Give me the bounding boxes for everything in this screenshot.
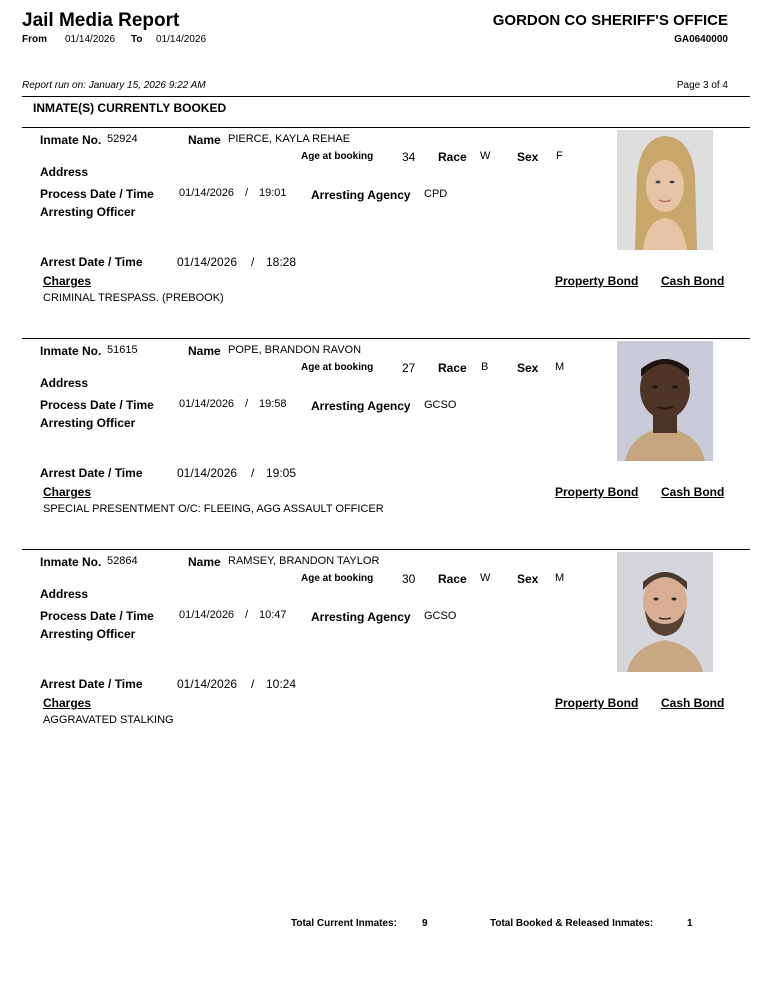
inmate-no-label: Inmate No. xyxy=(40,555,102,569)
arrest-time: 18:28 xyxy=(266,255,297,269)
record-divider xyxy=(22,338,750,339)
age-value: 27 xyxy=(402,361,416,375)
process-sep: / xyxy=(245,609,249,621)
age-label: Age at booking xyxy=(301,573,374,584)
process-time: 10:47 xyxy=(259,609,287,621)
process-sep: / xyxy=(245,398,249,410)
from-label: From xyxy=(22,34,47,45)
process-sep: / xyxy=(245,187,249,199)
property-bond-label: Property Bond xyxy=(555,696,639,710)
charges-value: CRIMINAL TRESPASS. (PREBOOK) xyxy=(43,292,224,304)
section-title: INMATE(S) CURRENTLY BOOKED xyxy=(33,101,227,115)
total-released-label: Total Booked & Released Inmates: xyxy=(490,918,654,929)
address-label: Address xyxy=(40,587,89,601)
header-divider xyxy=(22,96,750,97)
agency-label: Arresting Agency xyxy=(311,188,411,202)
inmate-no-value: 51615 xyxy=(107,344,138,356)
age-value: 30 xyxy=(402,572,416,586)
inmate-record xyxy=(0,341,773,546)
process-label: Process Date / Time xyxy=(40,398,154,412)
agency-value: GCSO xyxy=(424,610,457,622)
charges-label: Charges xyxy=(43,274,92,288)
charges-label: Charges xyxy=(43,696,92,710)
inmate-no-value: 52924 xyxy=(107,133,138,145)
sex-value: M xyxy=(555,361,565,373)
cash-bond-label: Cash Bond xyxy=(661,485,725,499)
agency-value: CPD xyxy=(424,188,448,200)
total-released-value: 1 xyxy=(687,918,693,929)
inmate-no-value: 52864 xyxy=(107,555,138,567)
process-time: 19:58 xyxy=(259,398,287,410)
officer-label: Arresting Officer xyxy=(40,416,136,430)
age-label: Age at booking xyxy=(301,151,374,162)
process-date: 01/14/2026 xyxy=(179,398,235,410)
charges-value: SPECIAL PRESENTMENT O/C: FLEEING, AGG ASSAULT OFFICER xyxy=(43,503,384,515)
race-label: Race xyxy=(438,572,467,586)
agency-value: GCSO xyxy=(424,399,457,411)
sex-label: Sex xyxy=(517,361,539,375)
arrest-label: Arrest Date / Time xyxy=(40,255,143,269)
cash-bond-label: Cash Bond xyxy=(661,274,725,288)
age-label: Age at booking xyxy=(301,362,374,373)
agency-ori: GA0640000 xyxy=(674,34,728,45)
race-value: W xyxy=(480,150,491,162)
race-value: W xyxy=(480,572,491,584)
inmate-no-label: Inmate No. xyxy=(40,133,102,147)
sex-label: Sex xyxy=(517,150,539,164)
process-label: Process Date / Time xyxy=(40,187,154,201)
property-bond-label: Property Bond xyxy=(555,485,639,499)
page-number: Page 3 of 4 xyxy=(676,80,728,91)
total-current-value: 9 xyxy=(422,918,428,929)
mugshot-image xyxy=(617,130,713,250)
to-label: To xyxy=(131,34,143,45)
name-label: Name xyxy=(188,344,221,358)
mugshot-photo xyxy=(617,130,713,250)
agency-label: Arresting Agency xyxy=(311,399,411,413)
mugshot-photo xyxy=(617,552,713,672)
name-value: PIERCE, KAYLA REHAE xyxy=(228,133,351,145)
age-value: 34 xyxy=(402,150,416,164)
race-value: B xyxy=(481,361,489,373)
total-current-label: Total Current Inmates: xyxy=(291,918,397,929)
process-date: 01/14/2026 xyxy=(179,187,235,199)
inmate-no-label: Inmate No. xyxy=(40,344,102,358)
name-label: Name xyxy=(188,555,221,569)
race-label: Race xyxy=(438,150,467,164)
cash-bond-label: Cash Bond xyxy=(661,696,725,710)
arrest-date: 01/14/2026 xyxy=(177,466,238,480)
report-title: Jail Media Report xyxy=(22,10,180,31)
sex-value: F xyxy=(556,150,563,162)
arrest-sep: / xyxy=(251,255,255,269)
arrest-date: 01/14/2026 xyxy=(177,677,238,691)
charges-label: Charges xyxy=(43,485,92,499)
arrest-time: 10:24 xyxy=(266,677,297,691)
arrest-label: Arrest Date / Time xyxy=(40,677,143,691)
record-divider xyxy=(22,127,750,128)
name-value: POPE, BRANDON RAVON xyxy=(228,344,362,356)
to-date: 01/14/2026 xyxy=(156,34,207,45)
report-run-on: Report run on: January 15, 2026 9:22 AM xyxy=(22,80,206,91)
arrest-time: 19:05 xyxy=(266,466,297,480)
inmate-record xyxy=(0,552,773,757)
name-value: RAMSEY, BRANDON TAYLOR xyxy=(228,555,380,567)
process-label: Process Date / Time xyxy=(40,609,154,623)
name-label: Name xyxy=(188,133,221,147)
agency-label: Arresting Agency xyxy=(311,610,411,624)
officer-label: Arresting Officer xyxy=(40,627,136,641)
address-label: Address xyxy=(40,165,89,179)
agency-name: GORDON CO SHERIFF'S OFFICE xyxy=(492,12,728,29)
record-divider xyxy=(22,549,750,550)
sex-value: M xyxy=(555,572,565,584)
arrest-sep: / xyxy=(251,677,255,691)
address-label: Address xyxy=(40,376,89,390)
charges-value: AGGRAVATED STALKING xyxy=(43,714,174,726)
process-time: 19:01 xyxy=(259,187,287,199)
property-bond-label: Property Bond xyxy=(555,274,639,288)
race-label: Race xyxy=(438,361,467,375)
arrest-sep: / xyxy=(251,466,255,480)
sex-label: Sex xyxy=(517,572,539,586)
inmate-record xyxy=(0,130,773,335)
from-date: 01/14/2026 xyxy=(65,34,116,45)
mugshot-photo xyxy=(617,341,713,461)
process-date: 01/14/2026 xyxy=(179,609,235,621)
mugshot-image xyxy=(617,341,713,461)
arrest-date: 01/14/2026 xyxy=(177,255,238,269)
arrest-label: Arrest Date / Time xyxy=(40,466,143,480)
mugshot-image xyxy=(617,552,713,672)
officer-label: Arresting Officer xyxy=(40,205,136,219)
